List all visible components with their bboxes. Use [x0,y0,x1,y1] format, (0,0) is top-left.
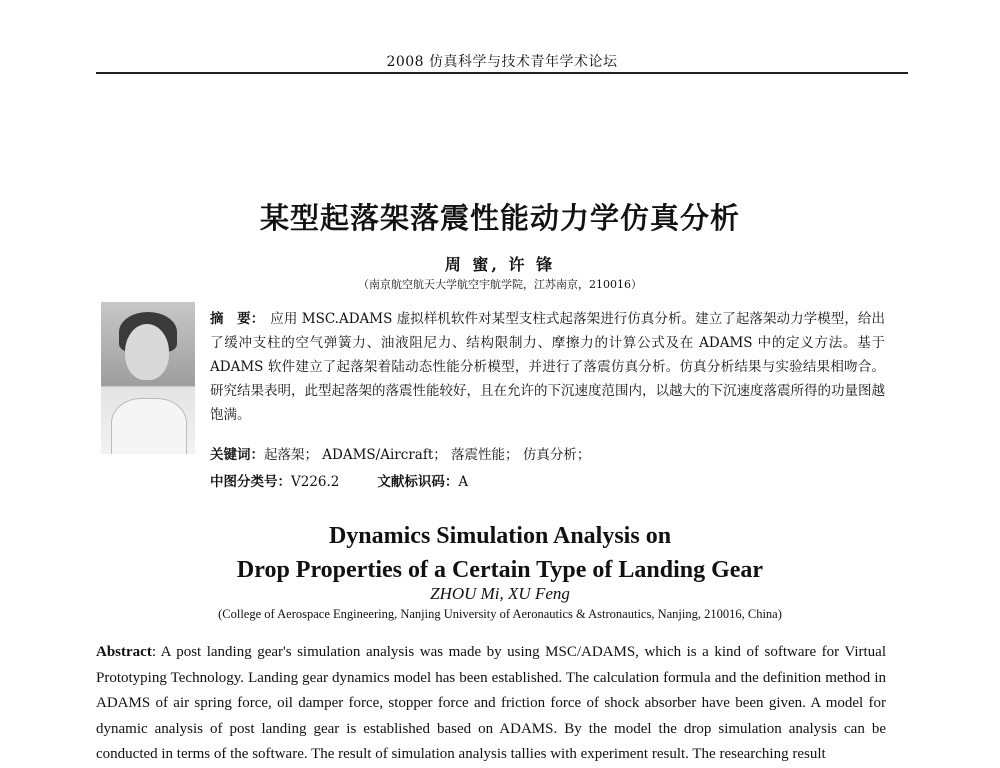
doc-code-label: 文献标识码： [377,474,459,490]
chinese-keywords-text: 起落架； ADAMS/Aircraft； 落震性能； 仿真分析； [264,447,591,463]
chinese-affiliation: （南京航空航天大学航空宇航学院，江苏南京，210016） [358,278,642,291]
chinese-abstract-text: 应用 MSC.ADAMS 虚拟样机软件对某型支柱式起落架进行仿真分析。建立了起落架动力学模型，给出了缓冲支柱的空气弹簧力、油液阻尼力、结构限制力、摩擦力的计算公式及在 ADAMS 中的定义方法。基于 ADAMS 软件建立了起落架着陆动态性能分析模型，并进行了落震仿真分析。仿真分析结果与实验结果相吻合。研究结果表明，此型起落架的落震性能较好，且在允许的下沉速度范围内，以越大的下沉速度落震所得的功量图越饱满。 [210,311,886,423]
english-abstract-label: Abstract [96,644,152,660]
chinese-classification [210,470,885,490]
running-header: 2008 仿真科学与技术青年学术论坛 [386,54,618,70]
english-title-line1: Dynamics Simulation Analysis on [328,523,672,549]
english-title [0,519,1000,587]
english-authors: ZHOU Mi, XU Feng [430,584,570,603]
author-photo [101,302,195,454]
english-abstract [96,640,886,768]
english-title-line2: Drop Properties of a Certain Type of Landing Gear [236,557,764,583]
english-affiliation: (College of Aerospace Engineering, Nanjing University of Aeronautics & Astronautics, Nanjing, 210016, China) [218,607,782,621]
chinese-keywords-label: 关键词： [210,447,264,463]
english-abstract-text: : A post landing gear's simulation analysis was made by using MSC/ADAMS, which is a kind of software for Virtual Prototyping Technology. Landing gear dynamics model has been established. The calculation formula and the definition method in ADAMS of air spring force, oil damper force, stopper force and friction force of shock absorber have been given. A model for dynamic analysis of post landing gear is established based on ADAMS. By the model the drop simulation analysis can be conducted in terms of the software. The result of simulation analysis tallies with experiment result. The researching result [96,644,886,762]
chinese-abstract [210,307,885,427]
class-number-label: 中图分类号： [210,474,291,490]
chinese-authors: 周 蜜, 许 锋 [444,255,556,274]
class-number-value: V226.2 [291,474,340,490]
chinese-abstract-label: 摘 要： [210,311,265,327]
doc-code-value: A [458,474,469,490]
header-rule [96,72,908,74]
chinese-keywords [210,443,885,463]
chinese-title: 某型起落架落震性能动力学仿真分析 [259,201,740,235]
